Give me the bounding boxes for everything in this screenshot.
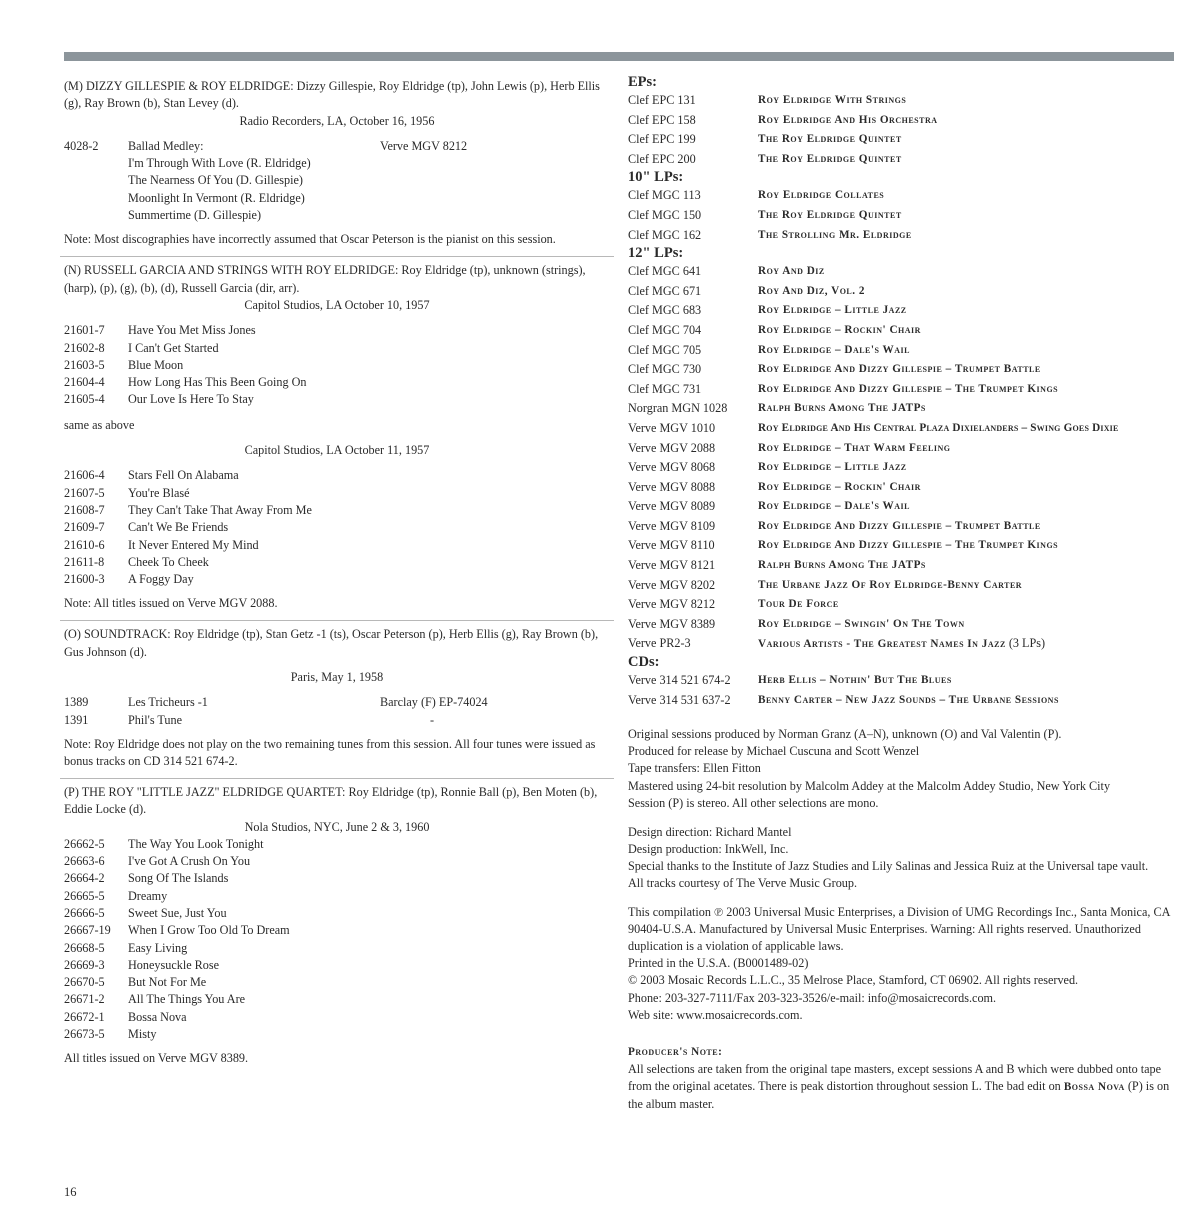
release-row — [628, 595, 1176, 615]
session-divider — [60, 778, 614, 779]
legal-line: Printed in the U.S.A. (B0001489-02) — [628, 956, 809, 971]
release-row — [628, 691, 1176, 711]
matrix-number: 26663-6 — [64, 854, 105, 869]
release-title: The Roy Eldridge Quintet — [758, 208, 902, 221]
track-row — [64, 537, 610, 554]
release-title: Roy Eldridge And Dizzy Gillespie – Trumpet Battle — [758, 363, 1041, 376]
matrix-number: 26669-3 — [64, 957, 105, 972]
session-sub-header: same as above — [64, 417, 135, 432]
release-title: Ralph Burns Among The JATPs — [758, 559, 926, 572]
track-title: I'm Through With Love (R. Eldridge) — [128, 156, 311, 171]
matrix-number: 21602-8 — [64, 340, 105, 355]
track-title: Ballad Medley: — [128, 138, 204, 153]
session-n — [64, 262, 610, 612]
release-title: Roy Eldridge – Rockin' Chair — [758, 323, 921, 336]
session-divider — [60, 256, 614, 257]
matrix-number: 1389 — [64, 695, 89, 710]
release-title: The Roy Eldridge Quintet — [758, 152, 902, 165]
track-row — [64, 172, 610, 189]
production-credits — [628, 726, 1176, 811]
release-title: Roy Eldridge – That Warm Feeling — [758, 441, 951, 454]
track-title: Moonlight In Vermont (R. Eldridge) — [128, 190, 305, 205]
release-row — [628, 615, 1176, 635]
discography-group-eps — [628, 74, 1176, 169]
session-location: Capitol Studios, LA October 10, 1957 — [244, 297, 430, 312]
session-location: Nola Studios, NYC, June 2 & 3, 1960 — [244, 819, 430, 834]
session-header: (P) THE ROY "LITTLE JAZZ" ELDRIDGE QUARTET: Roy Eldridge (tp), Ronnie Ball (p), Ben Moten (b), Eddie Locke (d). — [64, 784, 598, 817]
legal-line: © 2003 Mosaic Records L.L.C., 35 Melrose Place, Stamford, CT 06902. All rights reserved. — [628, 973, 1079, 988]
track-title: I've Got A Crush On You — [128, 854, 251, 869]
catalog-number: Norgran MGN 1028 — [628, 401, 728, 416]
track-title: How Long Has This Been Going On — [128, 375, 307, 390]
session-note: Note: Roy Eldridge does not play on the two remaining tunes from this session. All four tunes were issued as bonus tracks on CD 314 521 674-2. — [64, 736, 596, 768]
session-location: Paris, May 1, 1958 — [290, 670, 384, 685]
session-divider — [60, 620, 614, 621]
catalog-number: Verve MGV 8089 — [628, 499, 716, 514]
track-title: But Not For Me — [128, 975, 207, 990]
track-title: Honeysuckle Rose — [128, 957, 220, 972]
track-title: Misty — [128, 1027, 157, 1042]
matrix-number: 21611-8 — [64, 554, 105, 569]
track-row — [64, 340, 610, 357]
track-row — [64, 554, 610, 571]
matrix-number: 21609-7 — [64, 520, 105, 535]
release-row — [628, 380, 1176, 400]
track-title: Sweet Sue, Just You — [128, 905, 227, 920]
release-row — [628, 439, 1176, 459]
track-row — [64, 974, 610, 991]
sessions-column — [64, 78, 610, 1067]
release-title: Benny Carter – New Jazz Sounds – The Urbane Sessions — [758, 693, 1059, 706]
track-row — [64, 357, 610, 374]
release-row — [628, 150, 1176, 170]
release-row — [628, 478, 1176, 498]
release-row — [628, 517, 1176, 537]
track-row — [64, 870, 610, 887]
matrix-number: 26672-1 — [64, 1009, 105, 1024]
catalog-number: Verve MGV 8389 — [628, 616, 716, 631]
track-title: They Can't Take That Away From Me — [128, 502, 312, 517]
catalog-number: Clef MGC 671 — [628, 283, 702, 298]
track-title: Song Of The Islands — [128, 871, 229, 886]
credit-line: Original sessions produced by Norman Granz (A–N), unknown (O) and Val Valentin (P). — [628, 727, 1062, 742]
release-row — [628, 497, 1176, 517]
track-row — [64, 571, 610, 588]
producer-note-emphasis: Bossa Nova — [1063, 1080, 1125, 1093]
matrix-number: 21605-4 — [64, 392, 105, 407]
track-title: Summertime (D. Gillespie) — [128, 208, 262, 223]
credit-line: Mastered using 24-bit resolution by Malcolm Addey at the Malcolm Addey Studio, New York City — [628, 778, 1111, 793]
group-heading: CDs: — [628, 654, 660, 671]
track-row — [64, 836, 610, 853]
catalog-number: Verve MGV 8109 — [628, 518, 716, 533]
producer-note-heading: Producer's Note: — [628, 1045, 723, 1058]
release-title: The Strolling Mr. Eldridge — [758, 228, 912, 241]
release-title: Various Artists - The Greatest Names In Jazz (3 LPs) — [758, 636, 1046, 651]
track-title: Les Tricheurs -1 — [128, 695, 208, 710]
release-row — [628, 91, 1176, 111]
release-title: Roy Eldridge Collates — [758, 189, 885, 202]
session-header: (M) DIZZY GILLESPIE & ROY ELDRIDGE: Dizzy Gillespie, Roy Eldridge (tp), John Lewis (p), Herb Ellis (g), Ray Brown (b), Stan Levey (d). — [64, 79, 600, 111]
track-row — [64, 905, 610, 922]
matrix-number: 26668-5 — [64, 940, 105, 955]
track-row — [64, 991, 610, 1008]
release-row — [628, 186, 1176, 206]
track-title: Cheek To Cheek — [128, 554, 209, 569]
matrix-number: 26662-5 — [64, 836, 105, 851]
release-title: Roy Eldridge And Dizzy Gillespie – The Trumpet Kings — [758, 382, 1059, 395]
track-row — [64, 155, 610, 172]
catalog-number: Verve MGV 8212 — [628, 597, 716, 612]
release-title: Roy Eldridge – Dale's Wail — [758, 500, 910, 513]
credit-line: All tracks courtesy of The Verve Music Group. — [628, 875, 858, 890]
track-row — [64, 1009, 610, 1026]
track-title: A Foggy Day — [128, 572, 194, 587]
release-title: Roy Eldridge – Little Jazz — [758, 304, 907, 317]
release-row — [628, 556, 1176, 576]
track-title: Have You Met Miss Jones — [128, 323, 256, 338]
track-row — [64, 888, 610, 905]
release-row — [628, 282, 1176, 302]
track-title: Dreamy — [128, 888, 168, 903]
release-row — [628, 262, 1176, 282]
release-row — [628, 206, 1176, 226]
release-title: Roy Eldridge And His Orchestra — [758, 113, 938, 126]
release-title: Roy Eldridge With Strings — [758, 94, 907, 106]
session-note: Note: Most discographies have incorrectly assumed that Oscar Peterson is the pianist on this session. — [64, 232, 556, 247]
matrix-number: 21603-5 — [64, 357, 105, 372]
track-title: All The Things You Are — [128, 992, 246, 1007]
catalog-number: Verve MGV 8202 — [628, 577, 716, 592]
release-title: Roy Eldridge And Dizzy Gillespie – Trumpet Battle — [758, 519, 1041, 532]
release-title: Roy Eldridge – Swingin' On The Town — [758, 617, 965, 630]
track-row — [64, 940, 610, 957]
release-row — [628, 321, 1176, 341]
legal-line: Phone: 203-327-7111/Fax 203-323-3526/e-mail: info@mosaicrecords.com. — [628, 990, 997, 1005]
credit-line: Produced for release by Michael Cuscuna and Scott Wenzel — [628, 744, 920, 759]
track-title: You're Blasé — [128, 485, 190, 500]
session-location: Capitol Studios, LA October 11, 1957 — [244, 443, 430, 458]
catalog-number: Clef MGC 705 — [628, 342, 702, 357]
release-row — [628, 419, 1176, 439]
release-row — [628, 536, 1176, 556]
catalog-number: Clef MGC 731 — [628, 381, 702, 396]
catalog-number: Verve MGV 8110 — [628, 538, 715, 553]
release-row — [628, 301, 1176, 321]
release-title: Roy Eldridge And Dizzy Gillespie – The Trumpet Kings — [758, 539, 1059, 552]
catalog-number: Verve MGV 8068 — [628, 460, 716, 475]
catalog-number: Clef MGC 162 — [628, 227, 702, 242]
catalog-number: Verve PR2-3 — [628, 636, 691, 651]
matrix-number: 26666-5 — [64, 905, 105, 920]
matrix-number: 26667-19 — [64, 923, 111, 938]
track-row — [64, 374, 610, 391]
track-title: Easy Living — [128, 940, 188, 955]
track-title: Phil's Tune — [128, 712, 183, 727]
track-row — [64, 694, 610, 711]
catalog-number: Clef MGC 150 — [628, 207, 702, 222]
catalog-number: Clef EPC 199 — [628, 132, 696, 147]
catalog-number: Clef MGC 683 — [628, 303, 702, 318]
release-number: - — [430, 712, 435, 727]
producer-note — [628, 1044, 1176, 1113]
catalog-number: Clef MGC 704 — [628, 322, 702, 337]
matrix-number: 26671-2 — [64, 992, 105, 1007]
catalog-number: Clef MGC 113 — [628, 188, 701, 203]
catalog-number: Clef EPC 200 — [628, 151, 696, 166]
matrix-number: 26673-5 — [64, 1027, 105, 1042]
release-row — [628, 576, 1176, 596]
session-note: All titles issued on Verve MGV 8389. — [64, 1051, 249, 1066]
track-row — [64, 207, 610, 224]
release-title: The Urbane Jazz Of Roy Eldridge-Benny Carter — [758, 578, 1023, 591]
session-m — [64, 78, 610, 248]
matrix-number: 21608-7 — [64, 502, 105, 517]
catalog-number: Clef EPC 158 — [628, 112, 696, 127]
release-title: Ralph Burns Among The JATPs — [758, 402, 926, 415]
release-title: Roy Eldridge – Little Jazz — [758, 461, 907, 474]
track-title: Can't We Be Friends — [128, 520, 229, 535]
track-row — [64, 391, 610, 408]
legal-line: Web site: www.mosaicrecords.com. — [628, 1007, 803, 1022]
release-title: Roy Eldridge – Rockin' Chair — [758, 480, 921, 493]
session-location: Radio Recorders, LA, October 16, 1956 — [239, 113, 435, 128]
credit-line: Session (P) is stereo. All other selections are mono. — [628, 795, 879, 810]
track-title: Stars Fell On Alabama — [128, 468, 239, 483]
catalog-number: Clef EPC 131 — [628, 93, 696, 107]
track-row — [64, 138, 610, 155]
release-title: Roy Eldridge And His Central Plaza Dixielanders – Swing Goes Dixie — [758, 421, 1119, 434]
catalog-number: Verve MGV 2088 — [628, 440, 716, 455]
discography-column — [628, 74, 1176, 1113]
release-row — [628, 360, 1176, 380]
matrix-number: 21606-4 — [64, 468, 105, 483]
track-row — [64, 322, 610, 339]
release-title: The Roy Eldridge Quintet — [758, 133, 902, 146]
release-row — [628, 226, 1176, 246]
matrix-number: 4028-2 — [64, 138, 99, 153]
session-header: (O) SOUNDTRACK: Roy Eldridge (tp), Stan Getz -1 (ts), Oscar Peterson (p), Herb Ellis (g), Ray Brown (b), Gus Johnson (d). — [64, 627, 599, 659]
matrix-number: 26665-5 — [64, 888, 105, 903]
release-row — [628, 111, 1176, 131]
release-title: Roy Eldridge – Dale's Wail — [758, 343, 910, 356]
track-row — [64, 712, 610, 729]
credit-line: Design direction: Richard Mantel — [628, 824, 792, 839]
credit-line: Design production: InkWell, Inc. — [628, 841, 789, 856]
track-row — [64, 957, 610, 974]
release-title: Herb Ellis – Nothin' But The Blues — [758, 674, 952, 687]
track-row — [64, 467, 610, 484]
catalog-number: Verve MGV 8121 — [628, 558, 716, 573]
discography-group-cds — [628, 654, 1176, 710]
catalog-number: Verve 314 531 637-2 — [628, 692, 731, 707]
track-row — [64, 190, 610, 207]
release-number: Verve MGV 8212 — [380, 138, 468, 153]
release-row — [628, 341, 1176, 361]
catalog-number: Verve MGV 8088 — [628, 479, 716, 494]
track-row — [64, 1026, 610, 1043]
track-title: It Never Entered My Mind — [128, 537, 259, 552]
producer-note-text: All selections are taken from the original tape masters, except sessions A and B which were dubbed onto tape from the original acetates. There is peak distortion throughout session L. The bad edit on Bossa Nova (P) is on the album master. — [628, 1061, 1170, 1111]
track-title: Blue Moon — [128, 357, 184, 372]
group-heading: 10" LPs: — [628, 169, 684, 186]
group-heading: 12" LPs: — [628, 245, 684, 262]
catalog-number: Verve 314 521 674-2 — [628, 673, 731, 688]
matrix-number: 21600-3 — [64, 572, 105, 587]
track-row — [64, 502, 610, 519]
matrix-number: 1391 — [64, 712, 89, 727]
release-row — [628, 634, 1176, 654]
session-o — [64, 626, 610, 769]
track-title: The Nearness Of You (D. Gillespie) — [128, 173, 303, 188]
track-title: Our Love Is Here To Stay — [128, 392, 254, 407]
track-row — [64, 922, 610, 939]
release-row — [628, 399, 1176, 419]
release-extra: (3 LPs) — [1005, 636, 1046, 651]
track-row — [64, 485, 610, 502]
session-p — [64, 784, 610, 1067]
release-number: Barclay (F) EP-74024 — [380, 695, 488, 710]
legal-line: This compilation ℗ 2003 Universal Music Enterprises, a Division of UMG Recordings Inc., Santa Monica, CA 90404-U.S.A. Manufactured by Universal Music Enterprises. Warning: All rights reserved. Unauthorized duplication is a violation of applicable laws. — [628, 905, 1170, 954]
discography-group-10in-lps — [628, 169, 1176, 245]
release-row — [628, 458, 1176, 478]
release-row — [628, 671, 1176, 691]
release-title: Roy And Diz — [758, 265, 825, 278]
session-note: Note: All titles issued on Verve MGV 2088. — [64, 596, 278, 611]
track-title: When I Grow Too Old To Dream — [128, 923, 290, 938]
track-title: The Way You Look Tonight — [128, 836, 264, 851]
catalog-number: Clef MGC 641 — [628, 264, 702, 279]
track-row — [64, 519, 610, 536]
credit-line: Tape transfers: Ellen Fitton — [628, 761, 761, 776]
matrix-number: 21604-4 — [64, 375, 105, 390]
catalog-number: Verve MGV 1010 — [628, 420, 716, 435]
release-title: Roy And Diz, Vol. 2 — [758, 284, 865, 297]
matrix-number: 21610-6 — [64, 537, 105, 552]
top-rule — [64, 52, 1174, 61]
track-title: Bossa Nova — [128, 1009, 187, 1024]
matrix-number: 21601-7 — [64, 323, 105, 338]
legal-notice — [628, 904, 1176, 1024]
discography-group-12in-lps — [628, 245, 1176, 654]
matrix-number: 21607-5 — [64, 485, 105, 500]
release-title: Tour De Force — [758, 598, 839, 611]
catalog-number: Clef MGC 730 — [628, 362, 702, 377]
track-row — [64, 853, 610, 870]
session-header: (N) RUSSELL GARCIA AND STRINGS WITH ROY ELDRIDGE: Roy Eldridge (tp), unknown (strings), (harp), (p), (g), (b), (d), Russell Garcia (dir, arr). — [64, 263, 586, 295]
credit-line: Special thanks to the Institute of Jazz Studies and Lily Salinas and Jessica Ruiz at the Universal tape vault. — [628, 858, 1149, 873]
group-heading: EPs: — [628, 74, 657, 90]
track-title: I Can't Get Started — [128, 340, 219, 355]
design-credits — [628, 824, 1176, 892]
page-number: 16 — [64, 1185, 77, 1199]
matrix-number: 26670-5 — [64, 975, 105, 990]
matrix-number: 26664-2 — [64, 871, 105, 886]
release-row — [628, 130, 1176, 150]
